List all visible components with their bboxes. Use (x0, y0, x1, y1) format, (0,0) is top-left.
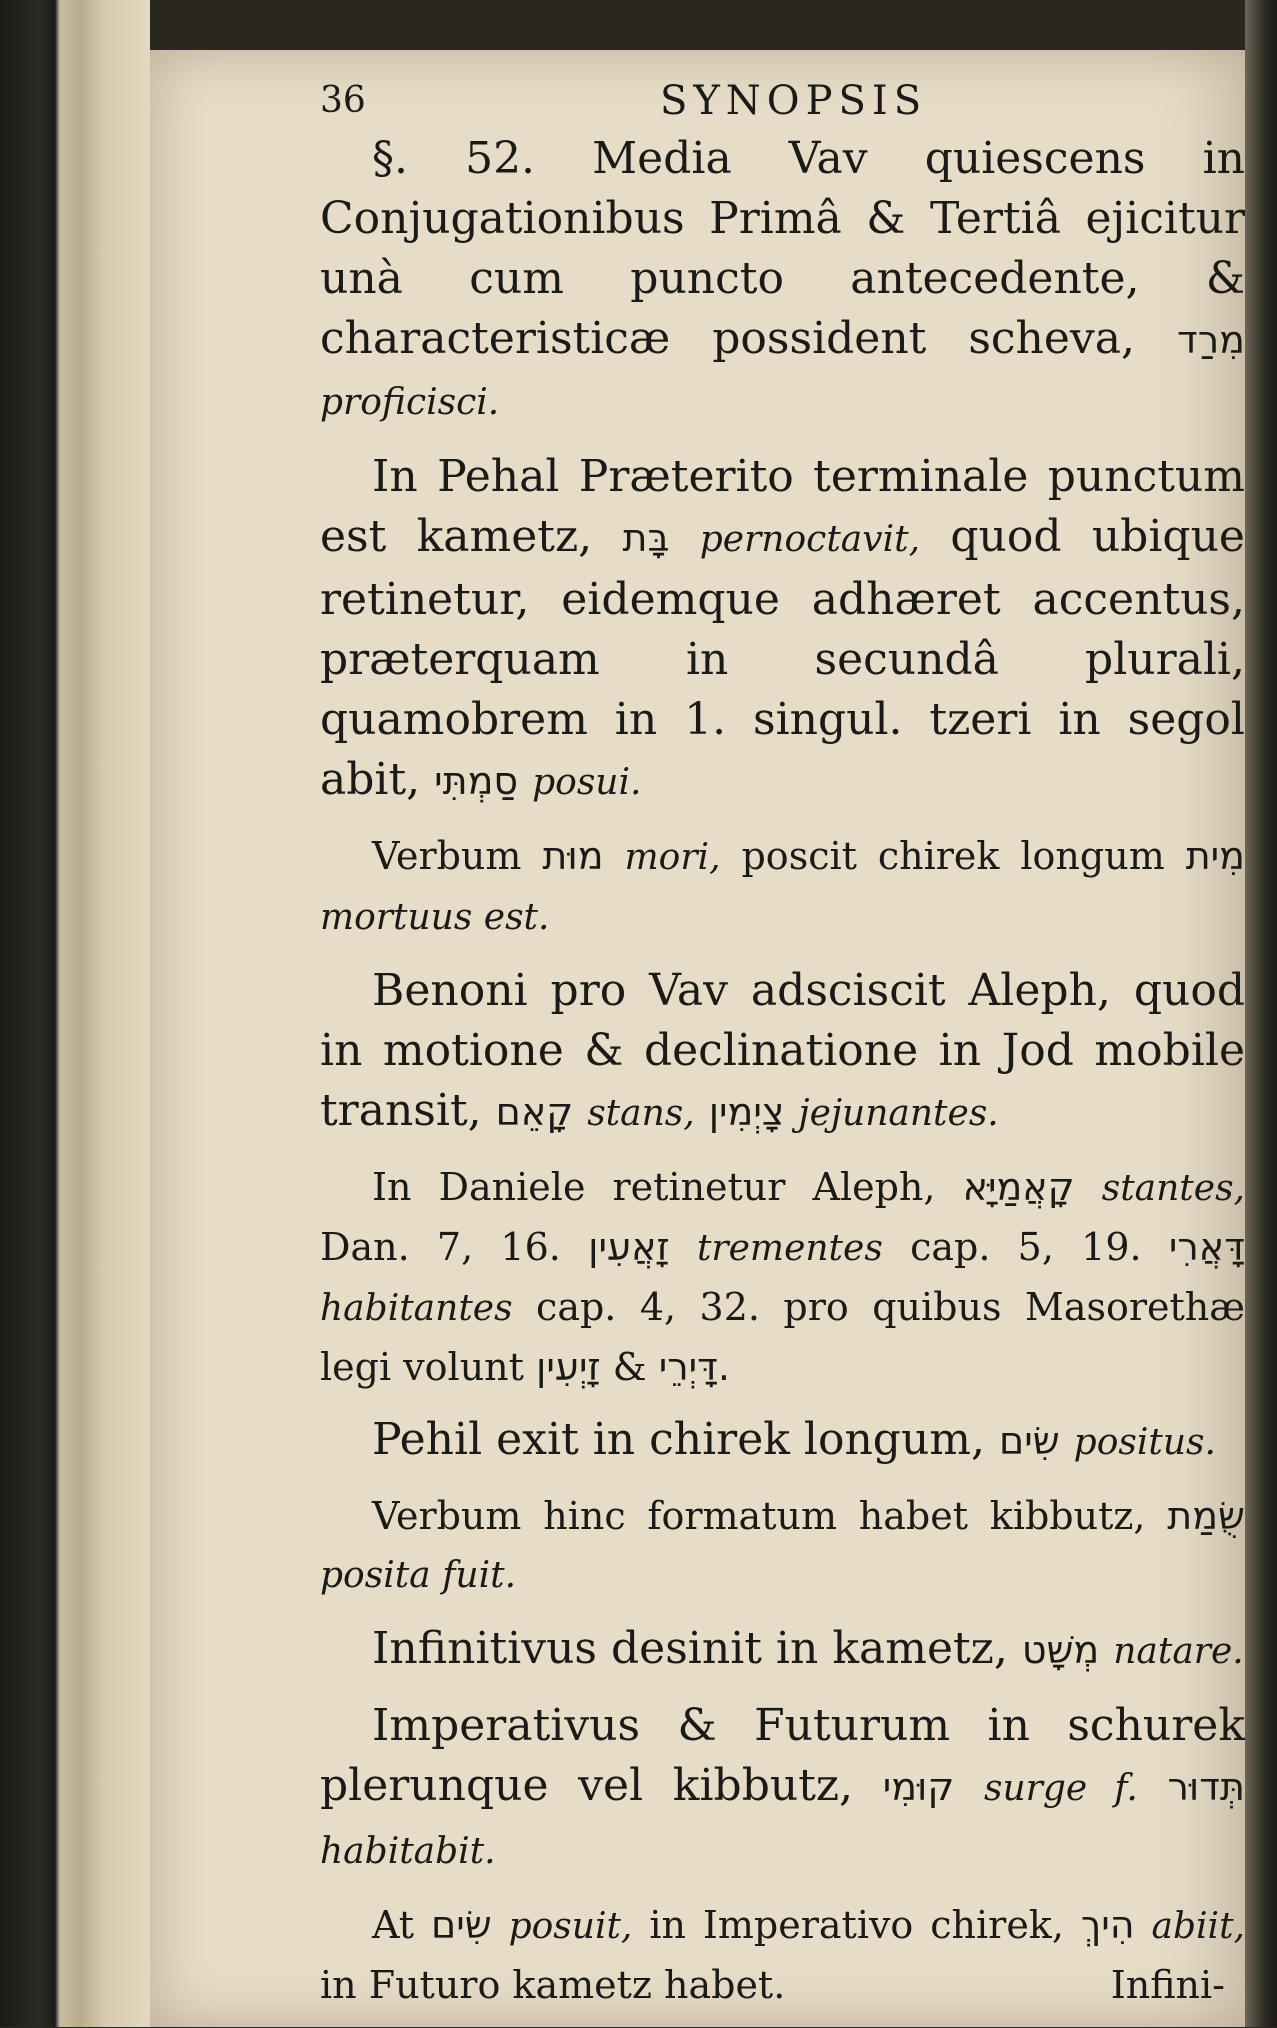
hebrew-word: מוּת (542, 834, 604, 878)
paragraph-1 (320, 129, 1245, 433)
running-header (320, 65, 1245, 125)
paragraph-text: §. 52. Media Vav quiescens in Conjugationibus Primâ & Tertiâ ejicitur unà cum puncto antecedente, & characteristicæ possident scheva, (320, 133, 1245, 364)
hebrew-word: זָיְעִין. (536, 1345, 730, 1389)
hebrew-word: קָאֵם (495, 1090, 574, 1134)
paragraph-9 (320, 1696, 1245, 1882)
paragraph-text: Imperativus & Futurum in schurek plerunque vel kibbutz, (320, 1700, 1245, 1811)
latin-gloss: posita fuit. (320, 1555, 517, 1596)
latin-gloss: mori, (624, 837, 721, 878)
paragraph-6 (320, 1410, 1245, 1473)
latin-gloss: natare. (1113, 1631, 1244, 1672)
paragraph-4 (320, 961, 1245, 1144)
paragraph-text: cap. 4, 32. pro quibus Masorethæ legi volunt (320, 1285, 1245, 1389)
hebrew-word: מִרַד (1176, 318, 1245, 362)
latin-gloss: proficisci. (320, 382, 500, 423)
page-number: 36 (320, 80, 366, 121)
hebrew-word: שִׂים (999, 1419, 1060, 1463)
latin-gloss: posui. (532, 762, 642, 803)
running-title: SYNOPSIS (660, 78, 928, 124)
latin-gloss: pernoctavit, (699, 519, 921, 560)
hebrew-word: מִית (1185, 834, 1245, 878)
paragraph-2 (320, 447, 1245, 813)
paragraph-text: Verbum (372, 834, 522, 878)
paragraph-3 (320, 827, 1245, 947)
catchword: Infini- (1110, 1963, 1225, 2007)
latin-gloss: mortuus est. (320, 897, 550, 938)
latin-gloss: trementes (696, 1228, 883, 1269)
paragraph-text: quod ubique retinetur, eidemque adhæret accentus, præterquam in secundâ plurali, quamobrem in 1. singul. tzeri in segol abit, (320, 511, 1245, 805)
hebrew-word: דָּאֲרִי (1168, 1225, 1245, 1269)
latin-gloss: abiit, (1151, 1906, 1245, 1947)
latin-gloss: surge f. (983, 1768, 1138, 1809)
paragraph-text: Verbum hinc formatum habet kibbutz, (372, 1494, 1146, 1538)
hebrew-word: זָאֲעִין (588, 1225, 670, 1269)
hebrew-word: תְּדוּר (1167, 1765, 1245, 1809)
latin-gloss: jejunantes. (798, 1093, 999, 1134)
hebrew-word: שִׂים (430, 1903, 492, 1947)
book-gutter-left (0, 0, 150, 2027)
paragraph-7 (320, 1487, 1245, 1605)
paragraph-text: Pehil exit in chirek longum, (372, 1414, 986, 1465)
latin-gloss: habitantes (320, 1288, 513, 1329)
paragraph-text: in Imperativo chirek, (649, 1903, 1064, 1947)
latin-gloss: positus. (1073, 1422, 1216, 1463)
latin-gloss: habitabit. (320, 1831, 496, 1872)
latin-gloss: stantes, (1101, 1168, 1245, 1209)
hebrew-word: שֻׂמַת (1167, 1494, 1245, 1538)
hebrew-word: דָּיְרֵי (658, 1345, 718, 1389)
page-text-block (320, 65, 1245, 2028)
hebrew-word: צָיְמִין (708, 1090, 785, 1134)
paragraph-8 (320, 1619, 1245, 1682)
hebrew-word: מְשָׁט (1021, 1628, 1100, 1672)
paragraph-text: & (612, 1345, 647, 1389)
hebrew-word: סַמְתִּי (434, 759, 519, 803)
hebrew-word: קוּמִי (882, 1765, 955, 1809)
latin-gloss: posuit, (508, 1906, 633, 1947)
paragraph-text: In Pehal Præterito terminale punctum est kametz, (320, 451, 1245, 562)
paragraph-text: Infinitivus desinit in kametz, (372, 1623, 1008, 1674)
paragraph-text: cap. 5, 19. (910, 1225, 1142, 1269)
paragraph-10 (320, 1896, 1245, 2014)
book-edge-right (1245, 0, 1277, 2027)
paragraph-text: In Daniele retinetur Aleph, (372, 1165, 936, 1209)
paragraph-text: At (372, 1903, 415, 1947)
paragraph-text: Dan. 7, 16. (320, 1225, 561, 1269)
latin-gloss: stans, (587, 1093, 695, 1134)
paragraph-text: poscit chirek longum (741, 834, 1165, 878)
hebrew-word: הִיךְ (1080, 1903, 1135, 1947)
paragraph-5 (320, 1158, 1245, 1396)
hebrew-word: קָאֲמַיָּא (962, 1165, 1075, 1209)
paragraph-text: Benoni pro Vav adsciscit Aleph, quod in motione & declinatione in Jod mobile transit, (320, 965, 1245, 1136)
paragraph-text: in Futuro kametz habet. (320, 1963, 786, 2007)
hebrew-word: בָּת (622, 516, 670, 560)
